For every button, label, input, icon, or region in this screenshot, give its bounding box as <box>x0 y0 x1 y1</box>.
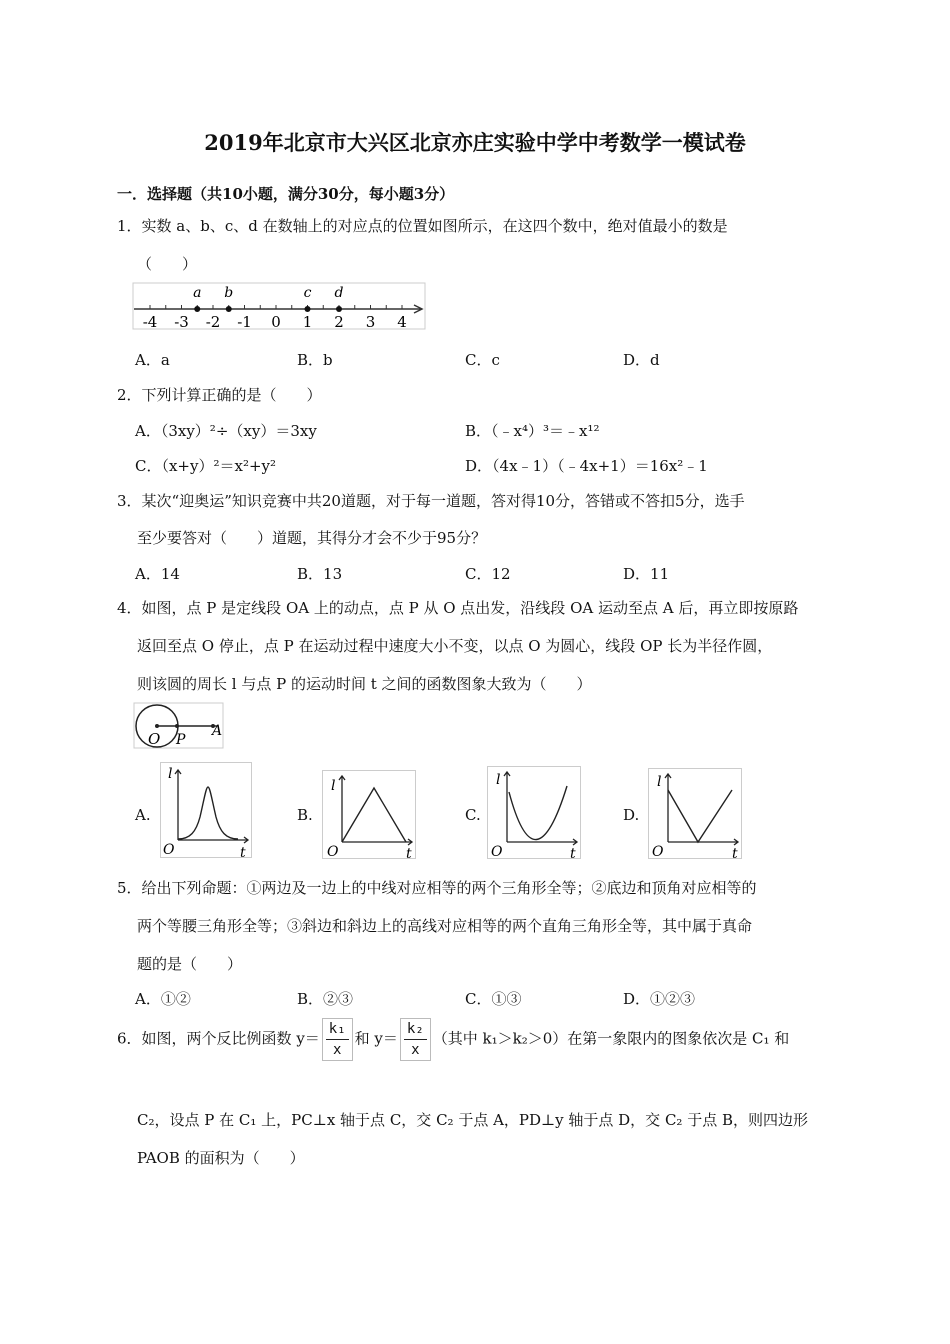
number-line-figure <box>132 282 428 332</box>
number-line-point-label-b: b <box>224 285 234 301</box>
graph-c-x-label: t <box>570 846 576 860</box>
section-heading: 一．选择题（共10小题，满分30分，每小题3分） <box>117 185 455 203</box>
q1-stem-line2: （ ） <box>137 255 198 273</box>
number-line-point-d <box>336 306 342 312</box>
graph-c[interactable] <box>487 766 582 860</box>
graph-c-origin-label: O <box>491 844 503 860</box>
q1-stem-line1: 1．实数 a、b、c、d 在数轴上的对应点的位置如图所示，在这四个数中，绝对值最小的数是 <box>117 217 728 235</box>
number-line-tick-label: 4 <box>397 313 407 331</box>
q6-frac2-numerator: k₂ <box>404 1019 427 1040</box>
number-line-tick-label: -1 <box>237 313 252 331</box>
q3-option-c[interactable]: C．12 <box>465 565 511 583</box>
circle-segment-figure <box>133 702 225 750</box>
q4-stem-line2: 返回至点 O 停止，点 P 在运动过程中速度大小不变，以点 O 为圆心，线段 OP 长为半径作圆， <box>137 637 773 655</box>
q5-stem-line2: 两个等腰三角形全等；③斜边和斜边上的高线对应相等的两个直角三角形全等，其中属于真命 <box>137 917 753 935</box>
q5-option-a[interactable]: A．①② <box>135 990 191 1008</box>
q1-option-d[interactable]: D．d <box>623 351 660 369</box>
q6-frac1-denominator: x <box>333 1042 342 1058</box>
q6-stem-line2: C₂，设点 P 在 C₁ 上，PC⊥x 轴于点 C，交 C₂ 于点 A，PD⊥y 轴于点 D，交 C₂ 于点 B，则四边形 <box>137 1111 809 1129</box>
q5-stem-line1: 5．给出下列命题：①两边及一边上的中线对应相等的两个三角形全等；②底边和顶角对应相等的 <box>117 879 757 897</box>
number-line-tick-label: -2 <box>205 313 221 331</box>
q1-option-b[interactable]: B．b <box>297 351 333 369</box>
graph-b-x-label: t <box>406 846 412 860</box>
label-p: P <box>176 732 186 748</box>
q5-option-b[interactable]: B．②③ <box>297 990 354 1008</box>
q3-option-a[interactable]: A．14 <box>135 565 180 583</box>
q2-option-c[interactable]: C．（x+y）²＝x²+y² <box>135 457 277 475</box>
label-a: A <box>212 723 223 739</box>
q2-option-d[interactable]: D．（4x﹣1）（﹣4x+1）＝16x²﹣1 <box>465 457 708 475</box>
q2-option-b[interactable]: B．（﹣x⁴）³＝﹣x¹² <box>465 422 600 440</box>
graph-d-curve <box>668 790 732 842</box>
q3-option-d[interactable]: D．11 <box>623 565 670 583</box>
q1-option-c[interactable]: C．c <box>465 351 500 369</box>
q4-stem-line1: 4．如图，点 P 是定线段 OA 上的动点，点 P 从 O 点出发，沿线段 OA 运动至点 A 后，再立即按原路 <box>117 599 799 617</box>
graph-a-curve <box>178 787 238 839</box>
point-p-dot <box>175 724 179 728</box>
graph-b-curve <box>342 788 406 842</box>
number-line-tick-label: -4 <box>142 313 158 331</box>
graph-b-y-label: l <box>331 778 336 794</box>
q4-option-c[interactable]: C. <box>465 806 481 824</box>
q2-stem: 2．下列计算正确的是（ ） <box>117 386 322 404</box>
page-title: 2019年北京市大兴区北京亦庄实验中学中考数学一模试卷 <box>204 130 746 155</box>
label-o: O <box>148 730 161 748</box>
q6-stem-mid: 和 y＝ <box>354 1029 398 1048</box>
number-line-point-c <box>305 306 311 312</box>
q4-option-d[interactable]: D. <box>623 806 640 824</box>
q6-fraction-2 <box>400 1018 431 1061</box>
number-line-point-label-d: d <box>334 285 344 301</box>
q6-fraction-1 <box>322 1018 353 1061</box>
q6-frac1-numerator: k₁ <box>326 1019 349 1040</box>
number-line-tick-label: 2 <box>334 313 344 331</box>
graph-c-curve <box>509 786 567 840</box>
point-o-dot <box>155 724 159 728</box>
number-line-point-a <box>194 306 200 312</box>
graph-a-x-label: t <box>240 845 246 859</box>
graph-b-origin-label: O <box>327 844 339 860</box>
graph-d-x-label: t <box>732 846 738 860</box>
graph-b[interactable] <box>322 770 417 860</box>
q5-stem-line3: 题的是（ ） <box>137 955 243 973</box>
number-line-point-label-a: a <box>193 285 202 301</box>
number-line-point-label-c: c <box>303 285 312 301</box>
number-line-point-b <box>226 306 232 312</box>
graph-a-y-label: l <box>168 766 173 782</box>
number-line-points <box>193 285 343 312</box>
number-line-tick-label: 1 <box>302 313 313 331</box>
graph-d-origin-label: O <box>652 844 664 860</box>
number-line-tick-label: 0 <box>271 313 281 331</box>
q3-stem-line2: 至少要答对（ ）道题，其得分才会不少于95分？ <box>137 529 487 547</box>
q6-stem-post: （其中 k₁＞k₂＞0）在第一象限内的图象依次是 C₁ 和 <box>432 1029 790 1048</box>
q6-stem-line1 <box>117 1018 789 1061</box>
q5-option-c[interactable]: C．①③ <box>465 990 522 1008</box>
number-line-tick-label: -3 <box>174 313 189 331</box>
q2-option-a[interactable]: A．（3xy）²÷（xy）＝3xy <box>135 422 317 440</box>
q4-option-b[interactable]: B. <box>297 806 313 824</box>
graph-d[interactable] <box>648 768 743 860</box>
graph-d-y-label: l <box>657 774 662 790</box>
q6-stem-pre: 6．如图，两个反比例函数 y＝ <box>117 1029 320 1048</box>
number-line-tick-labels <box>143 313 407 331</box>
q4-option-a[interactable]: A. <box>135 806 151 824</box>
q4-stem-line3: 则该圆的周长 l 与点 P 的运动时间 t 之间的函数图象大致为（ ） <box>137 675 592 693</box>
q1-option-a[interactable]: A．a <box>135 351 170 369</box>
graph-a[interactable] <box>160 762 253 859</box>
q6-stem-line3: PAOB 的面积为（ ） <box>137 1149 305 1167</box>
q6-frac2-denominator: x <box>411 1042 420 1058</box>
graph-a-origin-label: O <box>163 842 175 858</box>
number-line-tick-label: 3 <box>365 313 376 331</box>
q3-stem-line1: 3．某次“迎奥运”知识竞赛中共20道题，对于每一道题，答对得10分，答错或不答扣5分，选手 <box>117 492 745 510</box>
graph-c-y-label: l <box>496 772 501 788</box>
q3-option-b[interactable]: B．13 <box>297 565 343 583</box>
q5-option-d[interactable]: D．①②③ <box>623 990 696 1008</box>
